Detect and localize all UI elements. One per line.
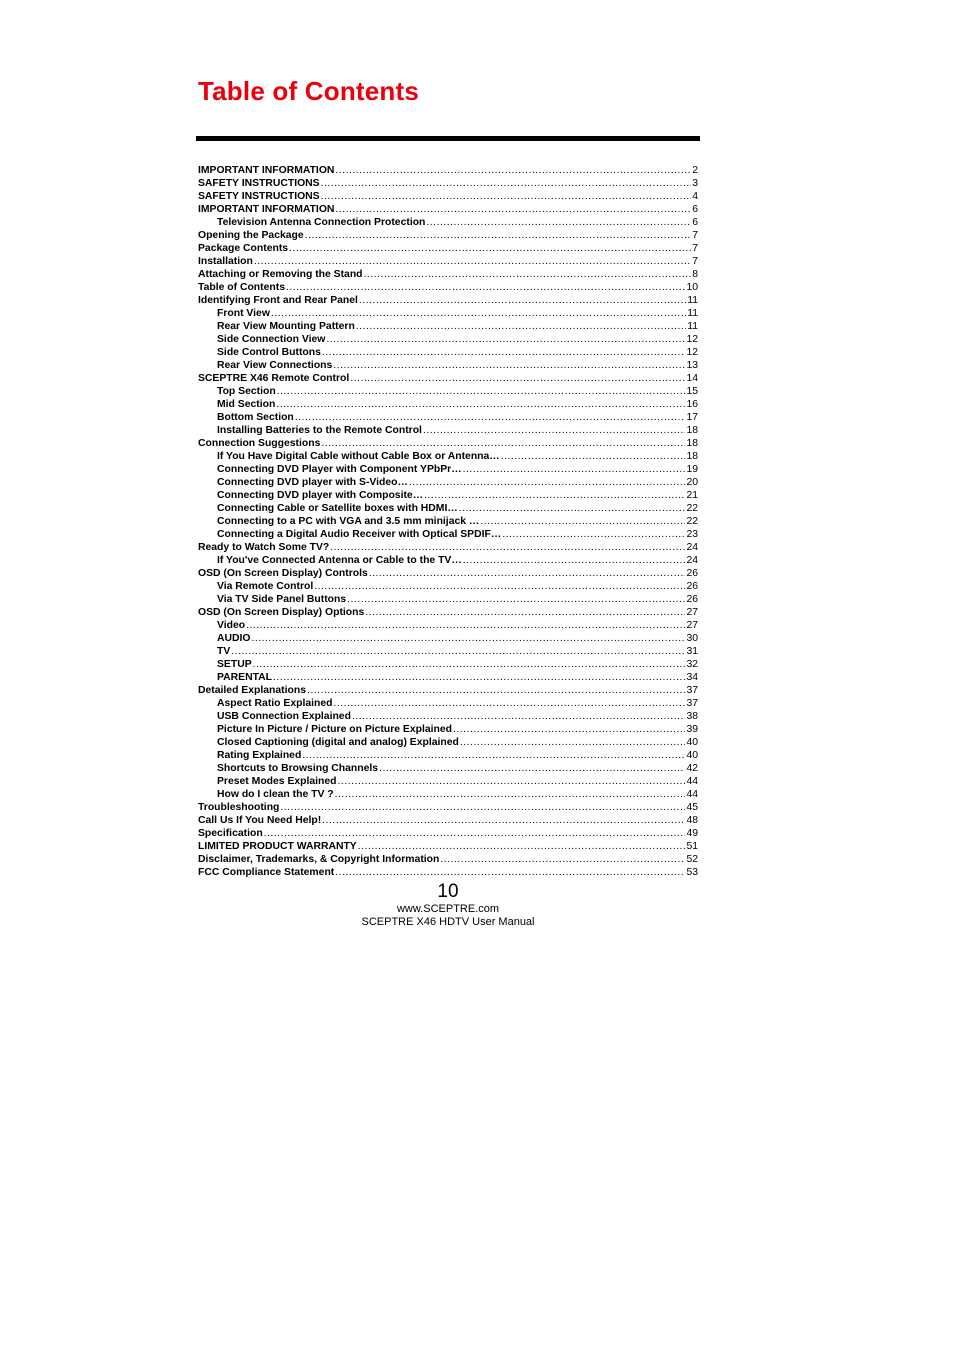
toc-dot-leader	[453, 723, 685, 736]
toc-entry-label: Front View	[217, 308, 270, 319]
toc-entry-label: TV	[217, 646, 231, 657]
toc-dot-leader	[277, 385, 686, 398]
toc-dot-leader	[459, 502, 686, 515]
toc-entry[interactable]	[198, 320, 698, 333]
toc-dot-leader	[322, 346, 686, 359]
toc-dot-leader	[271, 307, 686, 320]
toc-entry[interactable]	[198, 710, 698, 723]
toc-entry[interactable]	[198, 190, 698, 203]
toc-dot-leader	[286, 281, 685, 294]
toc-entry[interactable]	[198, 567, 698, 580]
toc-entry-page: 44	[686, 789, 698, 800]
toc-dot-leader	[231, 645, 685, 658]
toc-entry[interactable]	[198, 840, 698, 853]
toc-entry-page: 10	[686, 282, 698, 293]
toc-dot-leader	[251, 632, 685, 645]
toc-entry[interactable]	[198, 632, 698, 645]
toc-entry-page: 2	[692, 165, 698, 176]
toc-dot-leader	[321, 437, 685, 450]
toc-entry[interactable]	[198, 463, 698, 476]
toc-entry-page: 8	[692, 269, 698, 280]
toc-dot-leader	[322, 814, 685, 827]
toc-entry-page: 38	[686, 711, 698, 722]
toc-dot-leader	[321, 177, 692, 190]
toc-entry[interactable]	[198, 437, 698, 450]
toc-entry[interactable]	[198, 450, 698, 463]
toc-entry-label: Call Us If You Need Help!	[198, 815, 322, 826]
toc-entry-page: 39	[686, 724, 698, 735]
toc-dot-leader	[423, 424, 685, 437]
toc-entry-label: Connecting Cable or Satellite boxes with HDMI…	[217, 503, 458, 514]
toc-entry-label: Attaching or Removing the Stand	[198, 269, 363, 280]
toc-entry[interactable]	[198, 398, 698, 411]
page-title: Table of Contents	[198, 76, 420, 106]
toc-entry-page: 40	[686, 737, 698, 748]
toc-entry[interactable]	[198, 515, 698, 528]
toc-dot-leader	[502, 528, 685, 541]
toc-entry[interactable]	[198, 658, 698, 671]
toc-entry-page: 18	[686, 451, 698, 462]
toc-entry-label: FCC Compliance Statement	[198, 867, 335, 878]
toc-entry-page: 22	[686, 516, 698, 527]
toc-entry-label: Top Section	[217, 386, 276, 397]
toc-entry-page: 42	[686, 763, 698, 774]
toc-dot-leader	[330, 541, 685, 554]
toc-entry[interactable]	[198, 411, 698, 424]
toc-entry-page: 26	[686, 581, 698, 592]
toc-entry-label: Installing Batteries to the Remote Control	[217, 425, 422, 436]
toc-dot-leader	[264, 827, 686, 840]
toc-dot-leader	[273, 671, 685, 684]
toc-entry-label: Installation	[198, 256, 253, 267]
toc-entry-page: 34	[686, 672, 698, 683]
toc-entry-label: SETUP	[217, 659, 252, 670]
toc-entry-page: 27	[686, 607, 698, 618]
toc-dot-leader	[326, 333, 685, 346]
toc-dot-leader	[369, 567, 686, 580]
toc-entry-label: SAFETY INSTRUCTIONS	[198, 191, 320, 202]
toc-entry-page: 7	[692, 256, 698, 267]
toc-entry-label: Package Contents	[198, 243, 289, 254]
toc-entry[interactable]	[198, 853, 698, 866]
toc-entry-page: 45	[686, 802, 698, 813]
toc-dot-leader	[253, 658, 686, 671]
toc-entry[interactable]	[198, 424, 698, 437]
toc-entry[interactable]	[198, 762, 698, 775]
toc-entry-page: 7	[692, 230, 698, 241]
toc-entry-page: 53	[686, 867, 698, 878]
toc-entry-page: 18	[686, 438, 698, 449]
toc-entry-page: 40	[686, 750, 698, 761]
toc-entry[interactable]	[198, 333, 698, 346]
toc-dot-leader	[356, 320, 686, 333]
toc-entry-page: 17	[686, 412, 698, 423]
toc-entry-label: Video	[217, 620, 246, 631]
toc-entry-page: 15	[686, 386, 698, 397]
toc-entry[interactable]	[198, 814, 698, 827]
toc-entry-page: 23	[686, 529, 698, 540]
toc-entry-page: 49	[686, 828, 698, 839]
toc-entry[interactable]	[198, 268, 698, 281]
toc-dot-leader	[460, 736, 686, 749]
toc-entry-label: Troubleshooting	[198, 802, 280, 813]
toc-dot-leader	[426, 216, 691, 229]
toc-entry-label: Connecting DVD player with Composite…	[217, 490, 424, 501]
toc-entry[interactable]	[198, 164, 698, 177]
toc-dot-leader	[333, 359, 685, 372]
toc-entry[interactable]	[198, 580, 698, 593]
toc-dot-leader	[302, 749, 685, 762]
toc-entry[interactable]	[198, 528, 698, 541]
toc-entry-page: 22	[686, 503, 698, 514]
toc-entry-page: 30	[686, 633, 698, 644]
toc-entry-page: 24	[686, 555, 698, 566]
toc-entry-label: Shortcuts to Browsing Channels	[217, 763, 379, 774]
toc-entry[interactable]	[198, 385, 698, 398]
toc-entry-label: Bottom Section	[217, 412, 294, 423]
toc-list	[198, 164, 698, 879]
toc-entry-label: How do I clean the TV ?	[217, 789, 334, 800]
toc-entry-page: 32	[686, 659, 698, 670]
toc-dot-leader	[338, 775, 686, 788]
toc-entry-page: 4	[692, 191, 698, 202]
toc-entry-label: If You've Connected Antenna or Cable to the TV…	[217, 555, 462, 566]
toc-entry[interactable]	[198, 866, 698, 879]
toc-entry-page: 44	[686, 776, 698, 787]
toc-entry-label: Connecting DVD Player with Component YPbPr…	[217, 464, 462, 475]
toc-dot-leader	[305, 229, 692, 242]
toc-entry[interactable]	[198, 502, 698, 515]
toc-entry-label: If You Have Digital Cable without Cable Box or Antenna…	[217, 451, 500, 462]
toc-entry-page: 19	[686, 464, 698, 475]
toc-entry-page: 24	[686, 542, 698, 553]
toc-entry[interactable]	[198, 684, 698, 697]
toc-entry-page: 14	[686, 373, 698, 384]
toc-entry-page: 37	[686, 698, 698, 709]
toc-entry-label: Aspect Ratio Explained	[217, 698, 333, 709]
toc-dot-leader	[359, 294, 686, 307]
toc-entry-label: Via Remote Control	[217, 581, 314, 592]
toc-entry[interactable]	[198, 788, 698, 801]
toc-entry-page: 3	[692, 178, 698, 189]
toc-entry-label: PARENTAL	[217, 672, 273, 683]
toc-entry[interactable]	[198, 554, 698, 567]
toc-entry-label: USB Connection Explained	[217, 711, 351, 722]
toc-entry[interactable]	[198, 229, 698, 242]
toc-entry-page: 11	[687, 295, 698, 306]
toc-dot-leader	[289, 242, 691, 255]
toc-entry-label: Connecting a Digital Audio Receiver with Optical SPDIF…	[217, 529, 502, 540]
toc-entry[interactable]	[198, 801, 698, 814]
toc-entry-label: Ready to Watch Some TV?	[198, 542, 330, 553]
toc-entry[interactable]	[198, 242, 698, 255]
toc-entry-label: SCEPTRE X46 Remote Control	[198, 373, 350, 384]
toc-entry-page: 20	[686, 477, 698, 488]
toc-entry[interactable]	[198, 346, 698, 359]
toc-entry-page: 11	[687, 308, 698, 319]
toc-entry-page: 51	[686, 841, 698, 852]
title-divider	[196, 136, 700, 141]
toc-entry-label: Rear View Connections	[217, 360, 333, 371]
toc-dot-leader	[333, 697, 685, 710]
toc-entry-label: OSD (On Screen Display) Options	[198, 607, 365, 618]
toc-entry[interactable]	[198, 671, 698, 684]
toc-dot-leader	[276, 398, 685, 411]
toc-entry-page: 18	[686, 425, 698, 436]
toc-dot-leader	[335, 164, 691, 177]
toc-entry[interactable]	[198, 372, 698, 385]
toc-entry[interactable]	[198, 359, 698, 372]
toc-entry[interactable]	[198, 749, 698, 762]
toc-entry-label: Side Control Buttons	[217, 347, 321, 358]
toc-entry[interactable]	[198, 697, 698, 710]
toc-entry-page: 31	[686, 646, 698, 657]
toc-entry-page: 7	[692, 243, 698, 254]
toc-entry-label: Table of Contents	[198, 282, 285, 293]
toc-dot-leader	[424, 489, 685, 502]
toc-entry-label: Detailed Explanations	[198, 685, 306, 696]
toc-entry-page: 26	[686, 594, 698, 605]
toc-dot-leader	[364, 268, 692, 281]
toc-entry[interactable]	[198, 827, 698, 840]
toc-entry[interactable]	[198, 645, 698, 658]
toc-dot-leader	[358, 840, 686, 853]
page-number: 10	[437, 881, 459, 902]
toc-entry-page: 27	[686, 620, 698, 631]
toc-entry[interactable]	[198, 177, 698, 190]
toc-dot-leader	[480, 515, 685, 528]
toc-entry-page: 37	[686, 685, 698, 696]
toc-entry-label: LIMITED PRODUCT WARRANTY	[198, 841, 357, 852]
toc-entry-label: AUDIO	[217, 633, 251, 644]
toc-entry-page: 16	[686, 399, 698, 410]
toc-dot-leader	[335, 866, 685, 879]
toc-entry[interactable]	[198, 203, 698, 216]
toc-entry[interactable]	[198, 255, 698, 268]
toc-entry[interactable]	[198, 216, 698, 229]
toc-entry-label: OSD (On Screen Display) Controls	[198, 568, 368, 579]
toc-entry-label: Rating Explained	[217, 750, 302, 761]
toc-entry-label: Rear View Mounting Pattern	[217, 321, 355, 332]
toc-entry-page: 48	[686, 815, 698, 826]
toc-dot-leader	[379, 762, 685, 775]
toc-dot-leader	[365, 606, 685, 619]
toc-dot-leader	[347, 593, 685, 606]
toc-dot-leader	[314, 580, 685, 593]
toc-entry[interactable]	[198, 307, 698, 320]
toc-entry[interactable]	[198, 775, 698, 788]
toc-entry-label: IMPORTANT INFORMATION	[198, 165, 335, 176]
toc-entry-label: Connection Suggestions	[198, 438, 321, 449]
toc-entry-page: 26	[686, 568, 698, 579]
toc-dot-leader	[280, 801, 685, 814]
toc-entry-label: Disclaimer, Trademarks, & Copyright Information	[198, 854, 440, 865]
toc-entry-label: Connecting to a PC with VGA and 3.5 mm minijack …	[217, 516, 480, 527]
toc-entry-page: 6	[692, 217, 698, 228]
toc-dot-leader	[295, 411, 686, 424]
toc-dot-leader	[254, 255, 691, 268]
toc-dot-leader	[307, 684, 685, 697]
toc-entry-page: 12	[686, 347, 698, 358]
toc-entry-label: Television Antenna Connection Protection	[217, 217, 426, 228]
toc-dot-leader	[350, 372, 685, 385]
toc-dot-leader	[440, 853, 685, 866]
toc-entry-label: Connecting DVD player with S-Video…	[217, 477, 408, 488]
toc-entry[interactable]	[198, 294, 698, 307]
toc-entry-label: Mid Section	[217, 399, 276, 410]
toc-entry-label: SAFETY INSTRUCTIONS	[198, 178, 320, 189]
toc-entry-label: Via TV Side Panel Buttons	[217, 594, 347, 605]
toc-dot-leader	[246, 619, 685, 632]
toc-entry-page: 13	[686, 360, 698, 371]
toc-entry[interactable]	[198, 619, 698, 632]
toc-entry-label: Identifying Front and Rear Panel	[198, 295, 358, 306]
toc-entry[interactable]	[198, 606, 698, 619]
toc-entry-page: 12	[686, 334, 698, 345]
toc-entry-page: 6	[692, 204, 698, 215]
toc-entry-page: 52	[686, 854, 698, 865]
toc-dot-leader	[352, 710, 686, 723]
toc-entry[interactable]	[198, 736, 698, 749]
toc-dot-leader	[335, 203, 691, 216]
footer-manual-title: SCEPTRE X46 HDTV User Manual	[361, 916, 535, 928]
toc-entry-label: Preset Modes Explained	[217, 776, 337, 787]
toc-dot-leader	[335, 788, 686, 801]
toc-dot-leader	[501, 450, 686, 463]
toc-entry[interactable]	[198, 723, 698, 736]
toc-entry-label: Opening the Package	[198, 230, 304, 241]
footer-website: www.SCEPTRE.com	[396, 903, 500, 915]
toc-dot-leader	[321, 190, 692, 203]
toc-entry[interactable]	[198, 541, 698, 554]
toc-entry[interactable]	[198, 476, 698, 489]
toc-entry-label: IMPORTANT INFORMATION	[198, 204, 335, 215]
toc-entry-label: Side Connection View	[217, 334, 326, 345]
toc-entry-label: Picture In Picture / Picture on Picture Explained	[217, 724, 453, 735]
toc-entry-label: Specification	[198, 828, 263, 839]
toc-dot-leader	[409, 476, 686, 489]
toc-entry[interactable]	[198, 489, 698, 502]
toc-dot-leader	[463, 554, 686, 567]
toc-entry-page: 11	[687, 321, 698, 332]
toc-entry-label: Closed Captioning (digital and analog) Explained	[217, 737, 459, 748]
toc-dot-leader	[463, 463, 686, 476]
toc-entry[interactable]	[198, 593, 698, 606]
toc-entry[interactable]	[198, 281, 698, 294]
toc-entry-page: 21	[686, 490, 698, 501]
